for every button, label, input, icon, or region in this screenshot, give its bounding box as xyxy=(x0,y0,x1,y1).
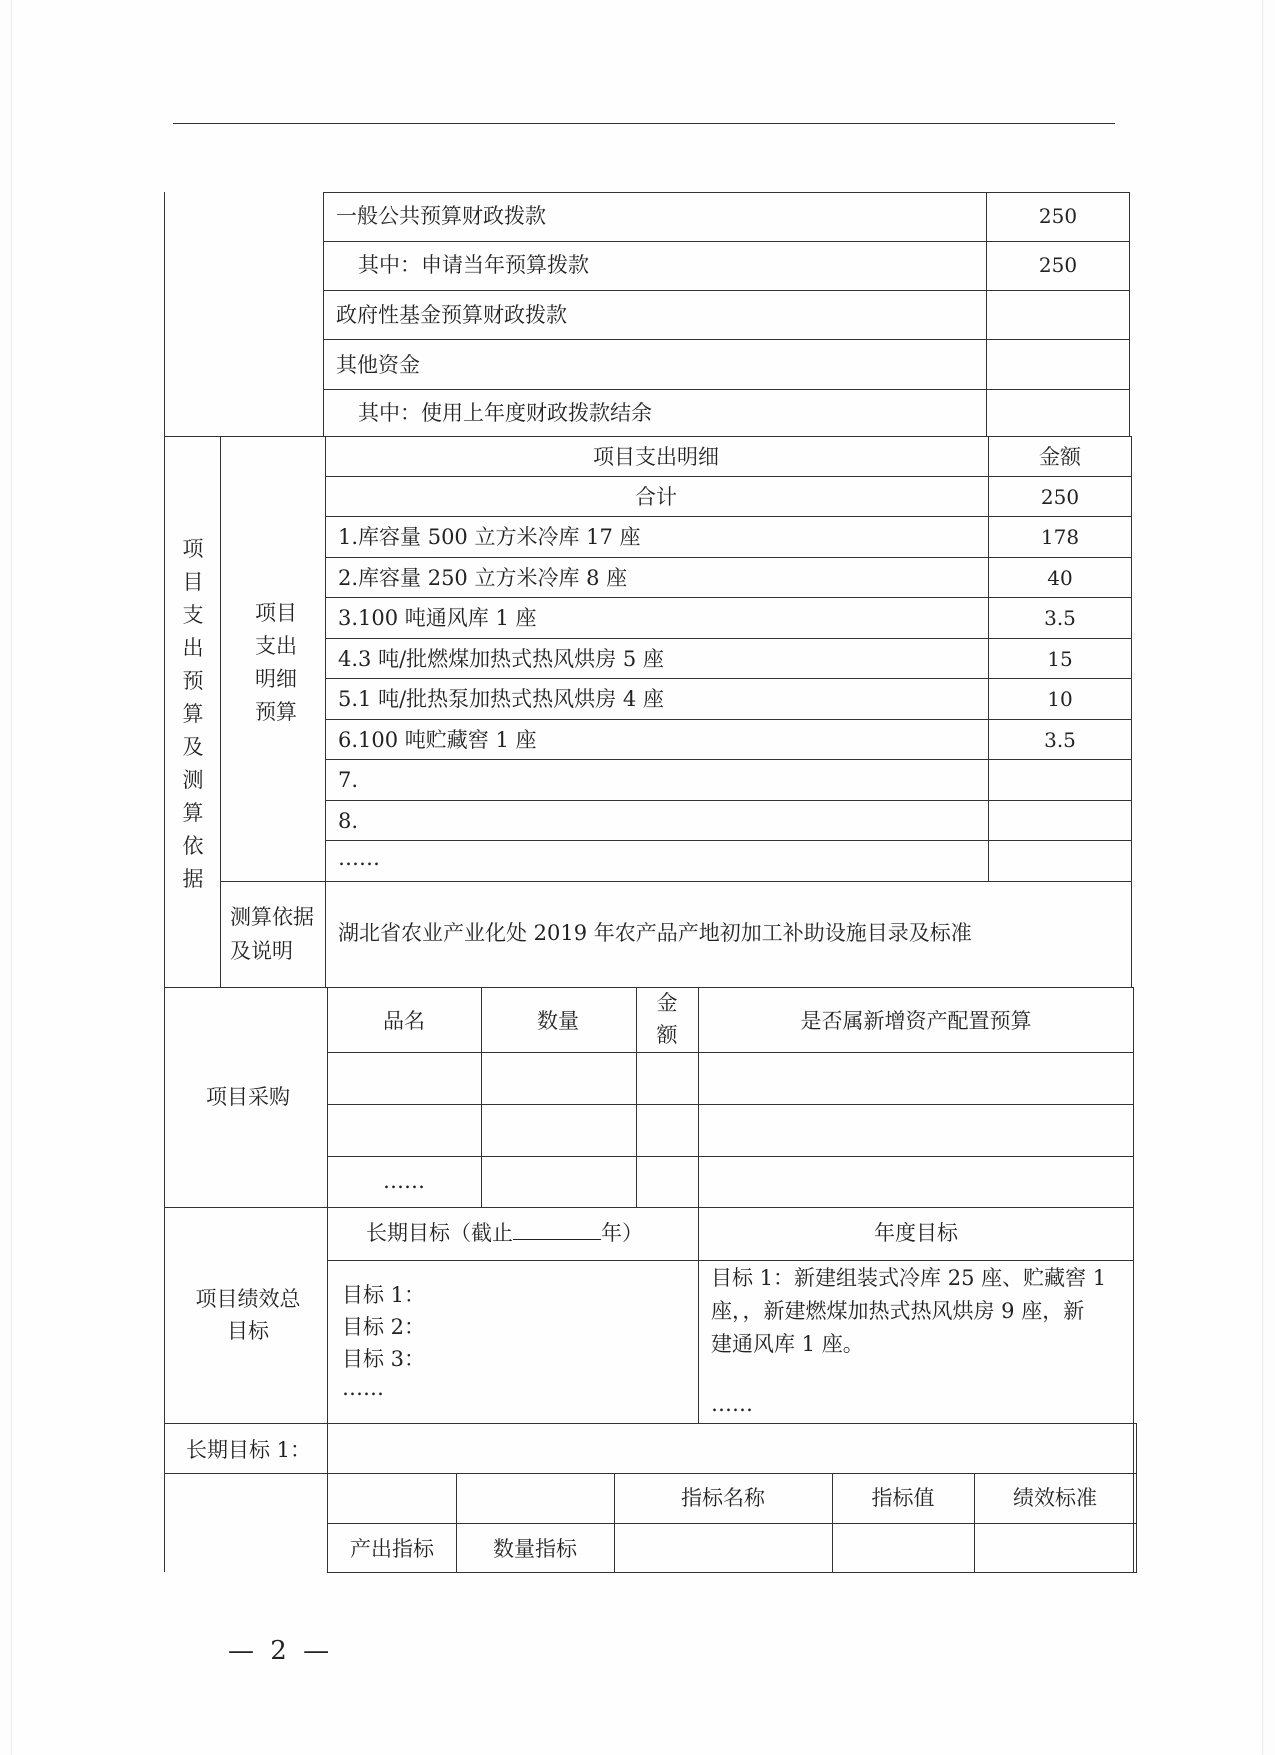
table-left-border xyxy=(164,192,165,1572)
col-qty-header: 数量 xyxy=(537,1009,579,1033)
grid-line xyxy=(325,759,1132,760)
grid-line xyxy=(164,1473,1136,1474)
grid-line xyxy=(325,476,1132,477)
long-target: …… xyxy=(342,1376,384,1400)
grid-line xyxy=(481,987,482,1207)
grid-line xyxy=(325,597,1132,598)
grid-line xyxy=(323,241,1130,242)
annual-target-line: 座，，新建燃煤加热式热风烘房 9 座，新 xyxy=(711,1299,1085,1323)
budget-section-outer-label: 项目支出预算及测算依据 xyxy=(182,537,204,891)
grid-line xyxy=(323,339,1130,340)
annual-target-ellipsis: …… xyxy=(711,1392,753,1416)
annual-target-line: 目标 1：新建组装式冷库 25 座、贮藏窖 1 xyxy=(711,1266,1107,1290)
output-indicator-label: 产出指标 xyxy=(350,1537,434,1561)
grid-line xyxy=(325,800,1132,801)
grid-line xyxy=(323,192,324,436)
col-name-header: 品名 xyxy=(383,1009,425,1033)
grid-line xyxy=(1133,987,1134,1573)
grid-line xyxy=(164,436,1132,437)
budget-item-value: 3.5 xyxy=(1044,606,1076,630)
grid-line xyxy=(327,1260,1134,1261)
annual-header: 年度目标 xyxy=(874,1221,958,1245)
budget-item-label: 3.100 吨通风库 1 座 xyxy=(338,606,537,630)
budget-item-label: 6.100 吨贮藏窖 1 座 xyxy=(338,728,537,752)
grid-line xyxy=(325,719,1132,720)
basis-label-line1: 测算依据 xyxy=(230,905,314,929)
grid-line xyxy=(323,389,1130,390)
budget-item-label: …… xyxy=(338,846,380,870)
grid-line xyxy=(1129,192,1130,436)
col-amount-header-bottom: 额 xyxy=(656,1023,678,1047)
annual-target-line: 建通风库 1 座。 xyxy=(711,1332,864,1356)
indicator-name-header: 指标名称 xyxy=(681,1486,765,1510)
grid-line xyxy=(327,1156,1134,1157)
procurement-label: 项目采购 xyxy=(206,1085,290,1109)
grid-line xyxy=(220,881,1132,882)
col-detail-header: 项目支出明细 xyxy=(593,445,719,469)
grid-line xyxy=(988,436,989,881)
budget-item-value: 3.5 xyxy=(1044,728,1076,752)
long-target: 目标 1： xyxy=(342,1283,426,1307)
budget-item-label: 1.库容量 500 立方米冷库 17 座 xyxy=(338,525,641,549)
grid-line xyxy=(986,192,987,436)
procurement-ellipsis: …… xyxy=(383,1169,425,1193)
grid-line xyxy=(325,557,1132,558)
indicator-standard-header: 绩效标准 xyxy=(1013,1486,1097,1510)
grid-line xyxy=(325,436,326,988)
long-term-goal-1-label: 长期目标 1： xyxy=(186,1438,312,1462)
performance-label-line1: 项目绩效总 xyxy=(195,1287,301,1311)
grid-line xyxy=(325,678,1132,679)
budget-item-value: 40 xyxy=(1047,566,1073,590)
grid-line xyxy=(327,1523,1136,1524)
col-amount-header-top: 金 xyxy=(656,991,678,1015)
col-new-asset-header: 是否属新增资产配置预算 xyxy=(800,1009,1032,1033)
budget-section-inner-label: 项目支出明细预算 xyxy=(255,601,297,724)
grid-line xyxy=(164,987,1134,988)
budget-item-label: 2.库容量 250 立方米冷库 8 座 xyxy=(338,566,628,590)
budget-item-label: 4.3 吨/批燃煤加热式热风烘房 5 座 xyxy=(338,647,664,671)
col-amount-header: 金额 xyxy=(1039,445,1081,469)
long-target: 目标 3： xyxy=(342,1347,426,1371)
grid-line xyxy=(327,1572,1136,1573)
grid-line xyxy=(327,987,328,1573)
total-value: 250 xyxy=(1040,485,1080,509)
grid-line xyxy=(164,1423,1136,1424)
general-budget-label: 一般公共预算财政拨款 xyxy=(336,204,546,228)
quantity-indicator-label: 数量指标 xyxy=(493,1537,577,1561)
grid-line xyxy=(636,987,637,1207)
page-number: — 2 — xyxy=(228,1636,334,1666)
grid-line xyxy=(325,840,1132,841)
grid-line xyxy=(325,638,1132,639)
basis-text: 湖北省农业产业化处 2019 年农产品产地初加工补助设施目录及标准 xyxy=(338,921,972,945)
long-target: 目标 2： xyxy=(342,1315,426,1339)
budget-item-value: 15 xyxy=(1047,647,1073,671)
budget-item-label: 8. xyxy=(338,809,359,833)
other-funds-label: 其他资金 xyxy=(336,353,420,377)
budget-item-label: 7. xyxy=(338,768,359,792)
grid-line xyxy=(1136,1423,1137,1573)
current-year-value: 250 xyxy=(1038,253,1078,277)
budget-item-label: 5.1 吨/批热泵加热式热风烘房 4 座 xyxy=(338,687,664,711)
gov-fund-label: 政府性基金预算财政拨款 xyxy=(336,303,567,327)
grid-line xyxy=(220,436,221,988)
performance-label-line2: 目标 xyxy=(227,1319,269,1343)
grid-line xyxy=(327,1104,1134,1105)
basis-label-line2: 及说明 xyxy=(230,939,293,963)
prev-year-surplus-label: 其中：使用上年度财政拨款结余 xyxy=(358,401,652,425)
grid-line xyxy=(164,1207,1134,1208)
total-label: 合计 xyxy=(635,485,677,509)
budget-item-value: 178 xyxy=(1040,525,1080,549)
budget-item-value: 10 xyxy=(1047,687,1073,711)
general-budget-value: 250 xyxy=(1038,204,1078,228)
grid-line xyxy=(325,516,1132,517)
current-year-label: 其中：申请当年预算拨款 xyxy=(358,253,589,277)
grid-line xyxy=(1131,436,1132,988)
indicator-value-header: 指标值 xyxy=(871,1486,935,1510)
grid-line xyxy=(323,192,1130,193)
grid-line xyxy=(327,1052,1134,1053)
long-term-header: 长期目标（截止 年） xyxy=(366,1221,643,1245)
grid-line xyxy=(323,290,1130,291)
